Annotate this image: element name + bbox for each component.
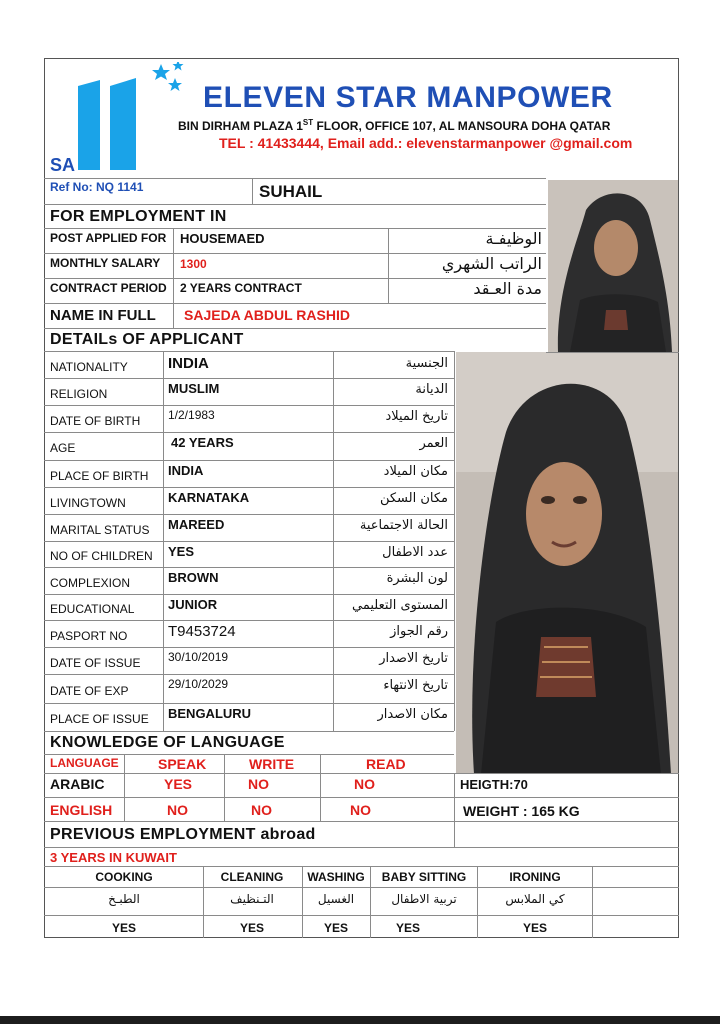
- detail-label: PLACE OF ISSUE: [50, 712, 149, 726]
- detail-arabic: مكان الميلاد: [383, 464, 448, 479]
- contract-arabic: مدة العـقد: [473, 279, 542, 298]
- detail-row-rule: [44, 703, 454, 704]
- weight-value: WEIGHT : 165 KG: [463, 803, 580, 819]
- rule-ref-divider: [252, 178, 253, 204]
- rule-skills-c5: [592, 866, 593, 938]
- detail-arabic: الحالة الاجتماعية: [359, 518, 448, 533]
- skill-header: COOKING: [95, 870, 153, 884]
- detail-value: 29/10/2029: [168, 677, 229, 691]
- rule-prev-bottom: [44, 866, 679, 867]
- skill-value: YES: [239, 921, 265, 935]
- detail-row-rule: [44, 487, 454, 488]
- rule-prev-mid: [44, 847, 679, 848]
- skill-value: YES: [111, 921, 137, 935]
- rule-photo-right-top: [546, 352, 679, 353]
- detail-row-rule: [44, 432, 454, 433]
- company-address: [178, 119, 610, 132]
- detail-arabic: المستوى التعليمي: [352, 598, 448, 613]
- salary-label: MONTHLY SALARY: [50, 256, 161, 270]
- detail-row-rule: [44, 594, 454, 595]
- rule-lang-top: [44, 731, 454, 732]
- rule-lang-head-top: [44, 754, 454, 755]
- address-superscript: ST: [302, 118, 314, 127]
- detail-arabic: رقم الجواز: [390, 624, 448, 639]
- rule-lang-head-bottom: [44, 773, 679, 774]
- detail-label: MARITAL STATUS: [50, 522, 150, 537]
- rule-skills-c2: [302, 866, 303, 938]
- company-contact: TEL : 41433444, Email add.: elevenstarmanpower @gmail.com: [219, 135, 633, 151]
- detail-label: COMPLEXION: [50, 575, 131, 590]
- portrait-large-graphic: [456, 352, 678, 774]
- rule-lang-col3: [320, 754, 321, 821]
- ref-number: Ref No: NQ 1141: [50, 180, 144, 194]
- lang-header-write: WRITE: [249, 756, 295, 772]
- detail-label: AGE: [50, 441, 76, 455]
- height-value: HEIGTH:70: [460, 777, 528, 792]
- skill-header: BABY SITTING: [381, 870, 467, 884]
- detail-arabic: الديانة: [415, 382, 448, 397]
- detail-value: JUNIOR: [168, 597, 218, 612]
- rule-details-right: [454, 351, 455, 731]
- detail-arabic: مكان السكن: [379, 491, 448, 506]
- employment-title: FOR EMPLOYMENT IN: [50, 208, 227, 225]
- skill-value: YES: [323, 921, 349, 935]
- rule-details-top: [44, 351, 454, 352]
- detail-arabic: لون البشرة: [386, 571, 448, 586]
- rule-lang-col2: [224, 754, 225, 821]
- address-part-1: BIN DIRHAM PLAZA 1: [178, 119, 303, 133]
- salary-value: 1300: [180, 257, 207, 271]
- lang-header-read: READ: [366, 756, 406, 772]
- lang-english-write: NO: [251, 802, 272, 818]
- detail-value: 1/2/1983: [168, 408, 215, 422]
- lang-header-language: LANGUAGE: [50, 756, 119, 770]
- detail-arabic: العمر: [419, 436, 448, 451]
- skill-value: YES: [522, 921, 548, 935]
- language-title: KNOWLEDGE OF LANGUAGE: [50, 734, 285, 751]
- previous-employment-title: PREVIOUS EMPLOYMENT abroad: [50, 826, 316, 843]
- detail-label: RELIGION: [50, 386, 108, 401]
- full-name-value: SAJEDA ABDUL RASHID: [184, 307, 350, 323]
- lang-english-speak: NO: [167, 802, 188, 818]
- detail-row-rule: [44, 405, 454, 406]
- detail-label: DATE OF BIRTH: [50, 413, 141, 428]
- detail-value: INDIA: [168, 355, 209, 372]
- agent-name: SUHAIL: [259, 182, 323, 201]
- rule-details-col2: [333, 351, 334, 731]
- post-value: HOUSEMAED: [180, 231, 265, 246]
- rule-details-col1: [163, 351, 164, 731]
- detail-row-rule: [44, 541, 454, 542]
- previous-employment-value: 3 YEARS IN KUWAIT: [50, 850, 177, 865]
- rule-skills-1: [44, 887, 679, 888]
- address-part-2: FLOOR, OFFICE 107, AL MANSOURA DOHA QATAR: [313, 119, 611, 133]
- rule-lang-col4: [454, 773, 455, 847]
- bottom-edge-bar: [0, 1016, 720, 1024]
- post-label: POST APPLIED FOR: [50, 231, 167, 245]
- detail-value: MAREED: [168, 517, 225, 532]
- detail-value: MUSLIM: [168, 381, 220, 396]
- lang-arabic-write: NO: [248, 776, 269, 792]
- rule-ref-bottom: [44, 204, 546, 205]
- skill-header: CLEANING: [220, 870, 284, 884]
- detail-label: PLACE OF BIRTH: [50, 468, 149, 483]
- skill-header: WASHING: [307, 870, 365, 884]
- detail-value: 42 YEARS: [171, 435, 234, 450]
- detail-row-rule: [44, 647, 454, 648]
- lang-english-name: ENGLISH: [50, 802, 113, 818]
- rule-emp-2: [44, 278, 546, 279]
- detail-row-rule: [44, 620, 454, 621]
- portrait-small-graphic: [548, 180, 678, 352]
- rule-ref-top: [44, 178, 546, 179]
- detail-label: LIVINGTOWN: [50, 495, 126, 510]
- rule-skills-c4: [477, 866, 478, 938]
- lang-arabic-name: ARABIC: [50, 776, 105, 792]
- skill-header: IRONING: [509, 870, 561, 884]
- rule-skills-2: [44, 915, 679, 916]
- lang-header-speak: SPEAK: [158, 756, 207, 772]
- skill-arabic: تربية الاطفال: [391, 892, 457, 906]
- company-name: ELEVEN STAR MANPOWER: [203, 81, 613, 114]
- detail-row-rule: [44, 378, 454, 379]
- lang-arabic-read: NO: [354, 776, 375, 792]
- detail-label: NATIONALITY: [50, 360, 128, 374]
- detail-value: BENGALURU: [168, 706, 252, 721]
- rule-emp-4: [44, 328, 546, 329]
- rule-emp-col2: [388, 228, 389, 303]
- company-logo: [48, 62, 188, 178]
- detail-row-rule: [44, 567, 454, 568]
- contract-label: CONTRACT PERIOD: [50, 281, 167, 295]
- skill-arabic: الطبـخ: [108, 892, 140, 906]
- detail-label: DATE OF EXP: [50, 683, 129, 698]
- detail-arabic: عدد الاطفال: [382, 545, 448, 560]
- salary-arabic: الراتب الشهري: [441, 254, 542, 273]
- rule-lang-row1: [44, 797, 679, 798]
- logo-prefix: SA: [50, 155, 76, 175]
- rule-emp-top: [44, 228, 546, 229]
- post-arabic: الوظيفـة: [485, 229, 542, 248]
- details-title: DETAILs OF APPLICANT: [50, 331, 244, 348]
- rule-lang-row2: [44, 821, 679, 822]
- detail-value: T9453724: [168, 623, 236, 640]
- detail-row-rule: [44, 514, 454, 515]
- contract-value: 2 YEARS CONTRACT: [180, 281, 302, 295]
- detail-row-rule: [44, 674, 454, 675]
- applicant-photo-small: [548, 180, 678, 352]
- detail-label: DATE OF ISSUE: [50, 655, 141, 670]
- full-name-label: NAME IN FULL: [50, 307, 156, 324]
- detail-value: YES: [168, 544, 195, 559]
- skill-arabic: التـنظيف: [230, 892, 274, 906]
- detail-label: NO OF CHILDREN: [50, 549, 153, 563]
- skill-arabic: كي الملابس: [505, 892, 565, 906]
- lang-arabic-speak: YES: [164, 776, 193, 792]
- detail-label: EDUCATIONAL: [50, 602, 135, 616]
- detail-value: 30/10/2019: [168, 650, 229, 664]
- detail-arabic: مكان الاصدار: [377, 707, 448, 722]
- rule-skills-c1: [203, 866, 204, 938]
- skill-value: YES: [395, 921, 421, 935]
- detail-value: INDIA: [168, 463, 204, 478]
- detail-label: PASPORT NO: [50, 628, 128, 643]
- detail-arabic: تاريخ الانتهاء: [383, 678, 448, 693]
- lang-english-read: NO: [350, 802, 371, 818]
- skill-arabic: الغسيل: [317, 892, 355, 906]
- detail-arabic: تاريخ الاصدار: [379, 651, 448, 666]
- applicant-photo-large: [456, 352, 678, 774]
- rule-lang-col1: [124, 754, 125, 821]
- detail-value: KARNATAKA: [168, 490, 250, 505]
- detail-value: BROWN: [168, 570, 219, 585]
- rule-emp-3: [44, 303, 546, 304]
- rule-skills-c3: [370, 866, 371, 938]
- detail-arabic: الجنسية: [405, 356, 448, 371]
- detail-row-rule: [44, 460, 454, 461]
- detail-arabic: تاريخ الميلاد: [385, 409, 448, 424]
